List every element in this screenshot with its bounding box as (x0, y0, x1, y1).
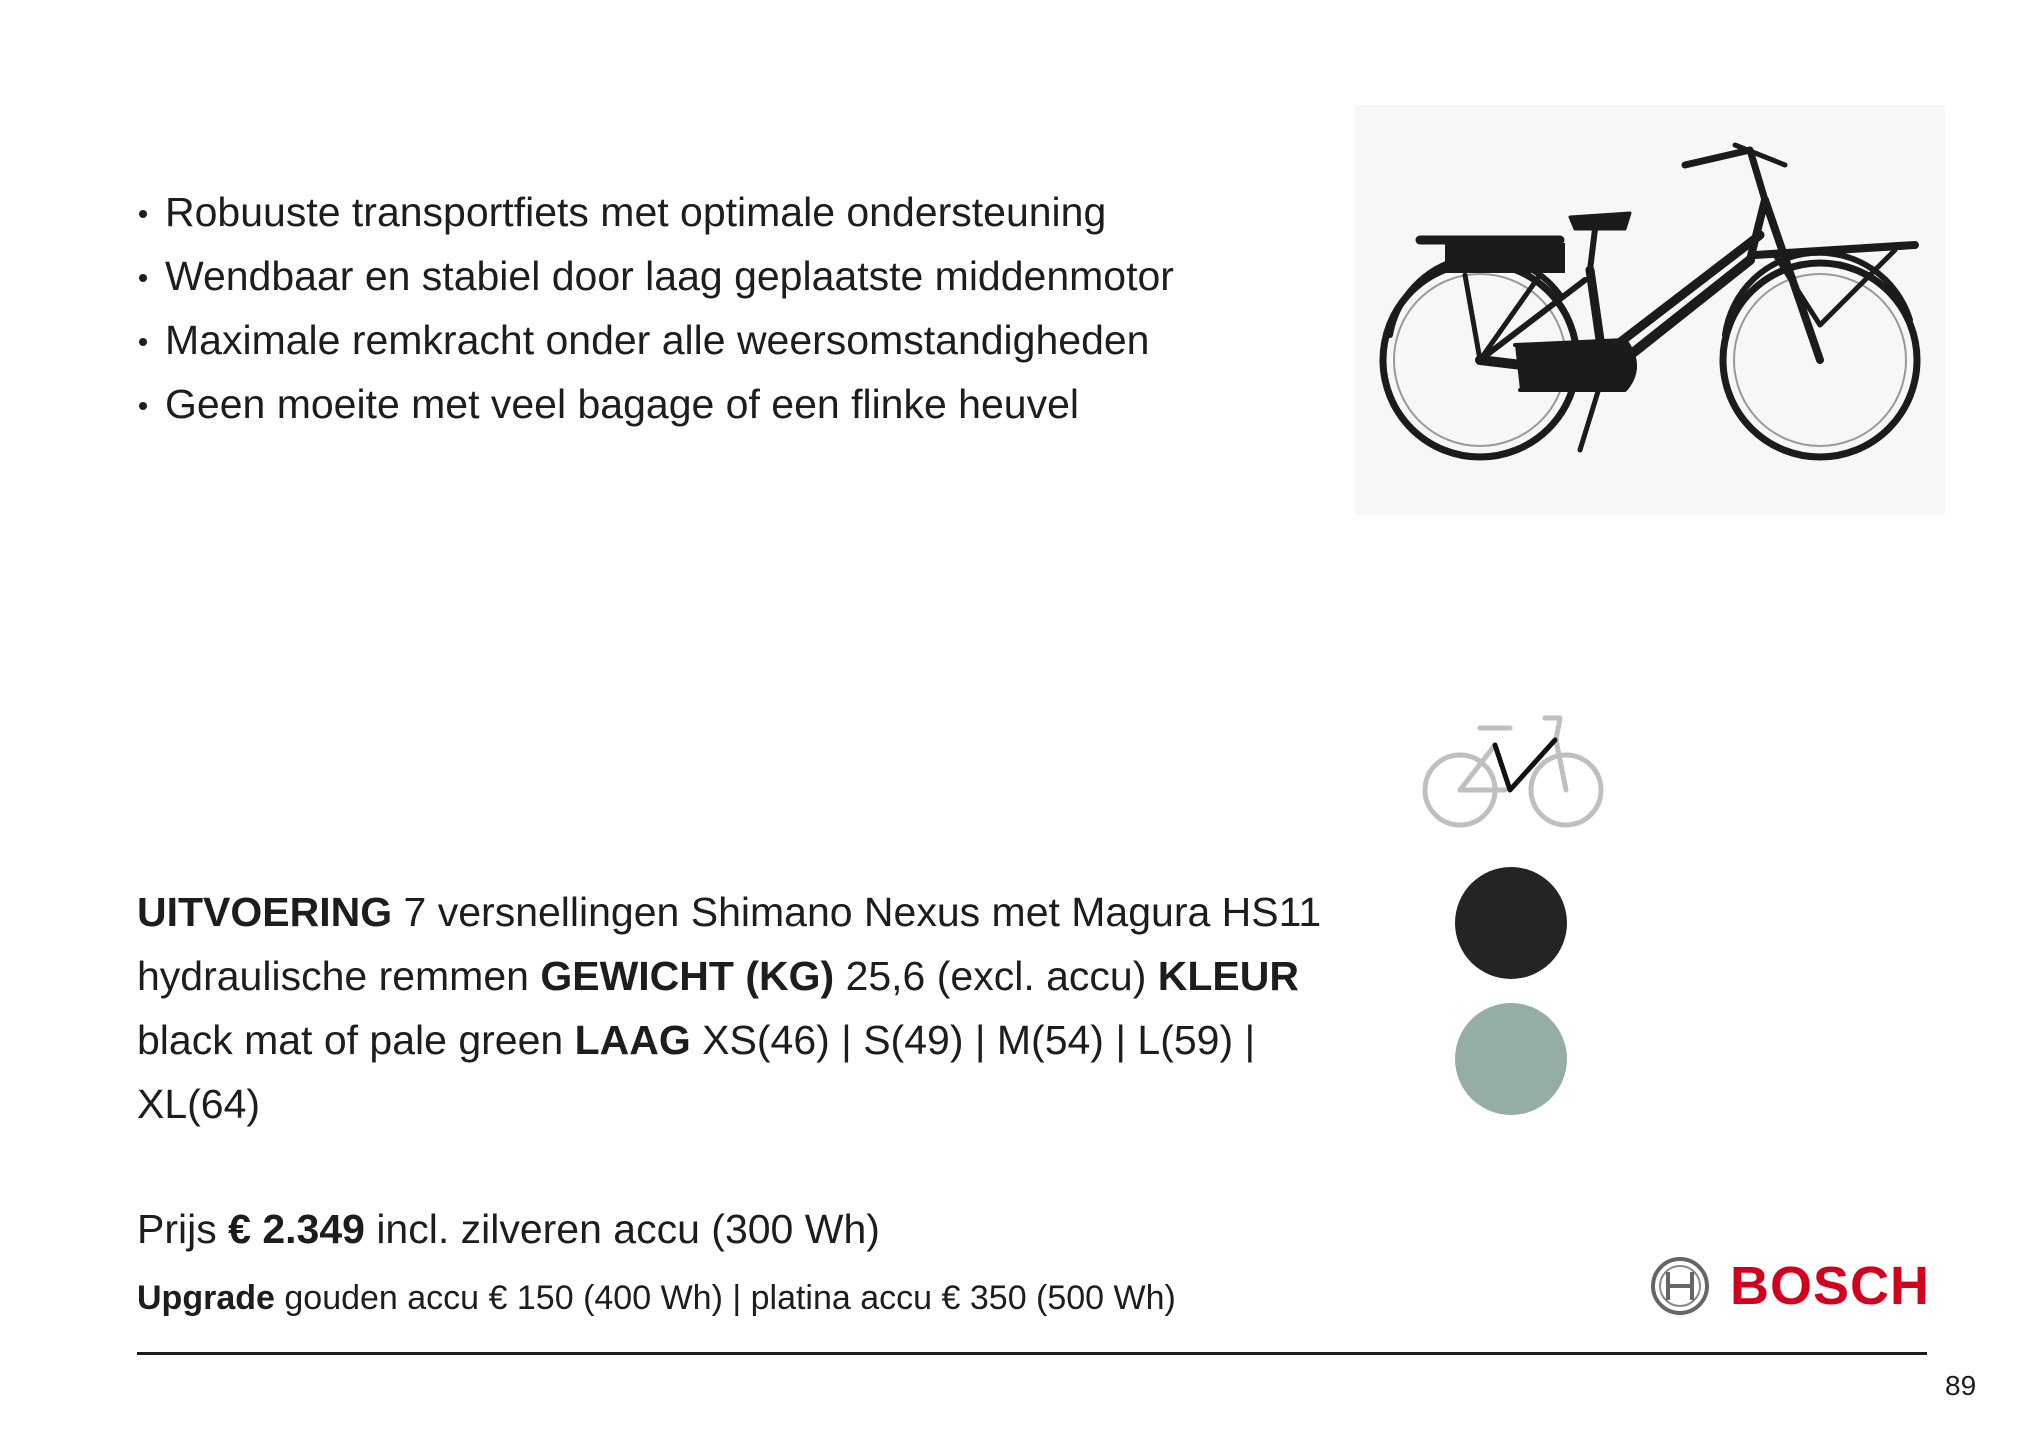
specifications (137, 880, 1337, 1136)
spec-gewicht-label: GEWICHT (KG) (540, 953, 835, 999)
spec-kleur-label: KLEUR (1157, 953, 1299, 999)
footer-divider (137, 1352, 1927, 1355)
page-number: 89 (1945, 1370, 1977, 1401)
frame-type-icon (1410, 710, 1610, 835)
bosch-armature-icon (1650, 1256, 1710, 1316)
upgrade-label: Upgrade (137, 1279, 275, 1317)
color-swatch-black-mat (1455, 867, 1567, 979)
spec-uitvoering-value: 7 versnellingen Shimano Nexus met Magura HS11 hydraulische remmen (137, 889, 1322, 999)
spec-uitvoering-label: UITVOERING (137, 889, 393, 935)
price-prefix: Prijs (137, 1206, 217, 1252)
feature-item: Maximale remkracht onder alle weersomstandigheden (135, 308, 1174, 372)
feature-item: Robuuste transportfiets met optimale ondersteuning (135, 180, 1174, 244)
feature-item: Wendbaar en stabiel door laag geplaatste middenmotor (135, 244, 1174, 308)
price-line (137, 1201, 880, 1257)
color-swatch-pale-green (1455, 1003, 1567, 1115)
price-amount: € 2.349 (228, 1206, 365, 1252)
upgrade-line (137, 1273, 1176, 1323)
price-suffix: incl. zilveren accu (300 Wh) (376, 1206, 880, 1252)
spec-laag-value: XS(46) | S(49) | M(54) | L(59) | XL(64) (137, 1017, 1256, 1127)
spec-gewicht-value: 25,6 (excl. accu) (845, 953, 1147, 999)
spec-kleur-value: black mat of pale green (137, 1017, 564, 1063)
feature-item: Geen moeite met veel bagage of een flinke heuvel (135, 372, 1174, 436)
feature-list (135, 180, 1174, 436)
bosch-logo (1650, 1255, 1930, 1317)
bosch-wordmark: BOSCH (1730, 1256, 1931, 1316)
upgrade-text: gouden accu € 150 (400 Wh) | platina accu € 350 (500 Wh) (284, 1279, 1176, 1317)
spec-laag-label: LAAG (574, 1017, 691, 1063)
bike-photo (1355, 105, 1945, 515)
